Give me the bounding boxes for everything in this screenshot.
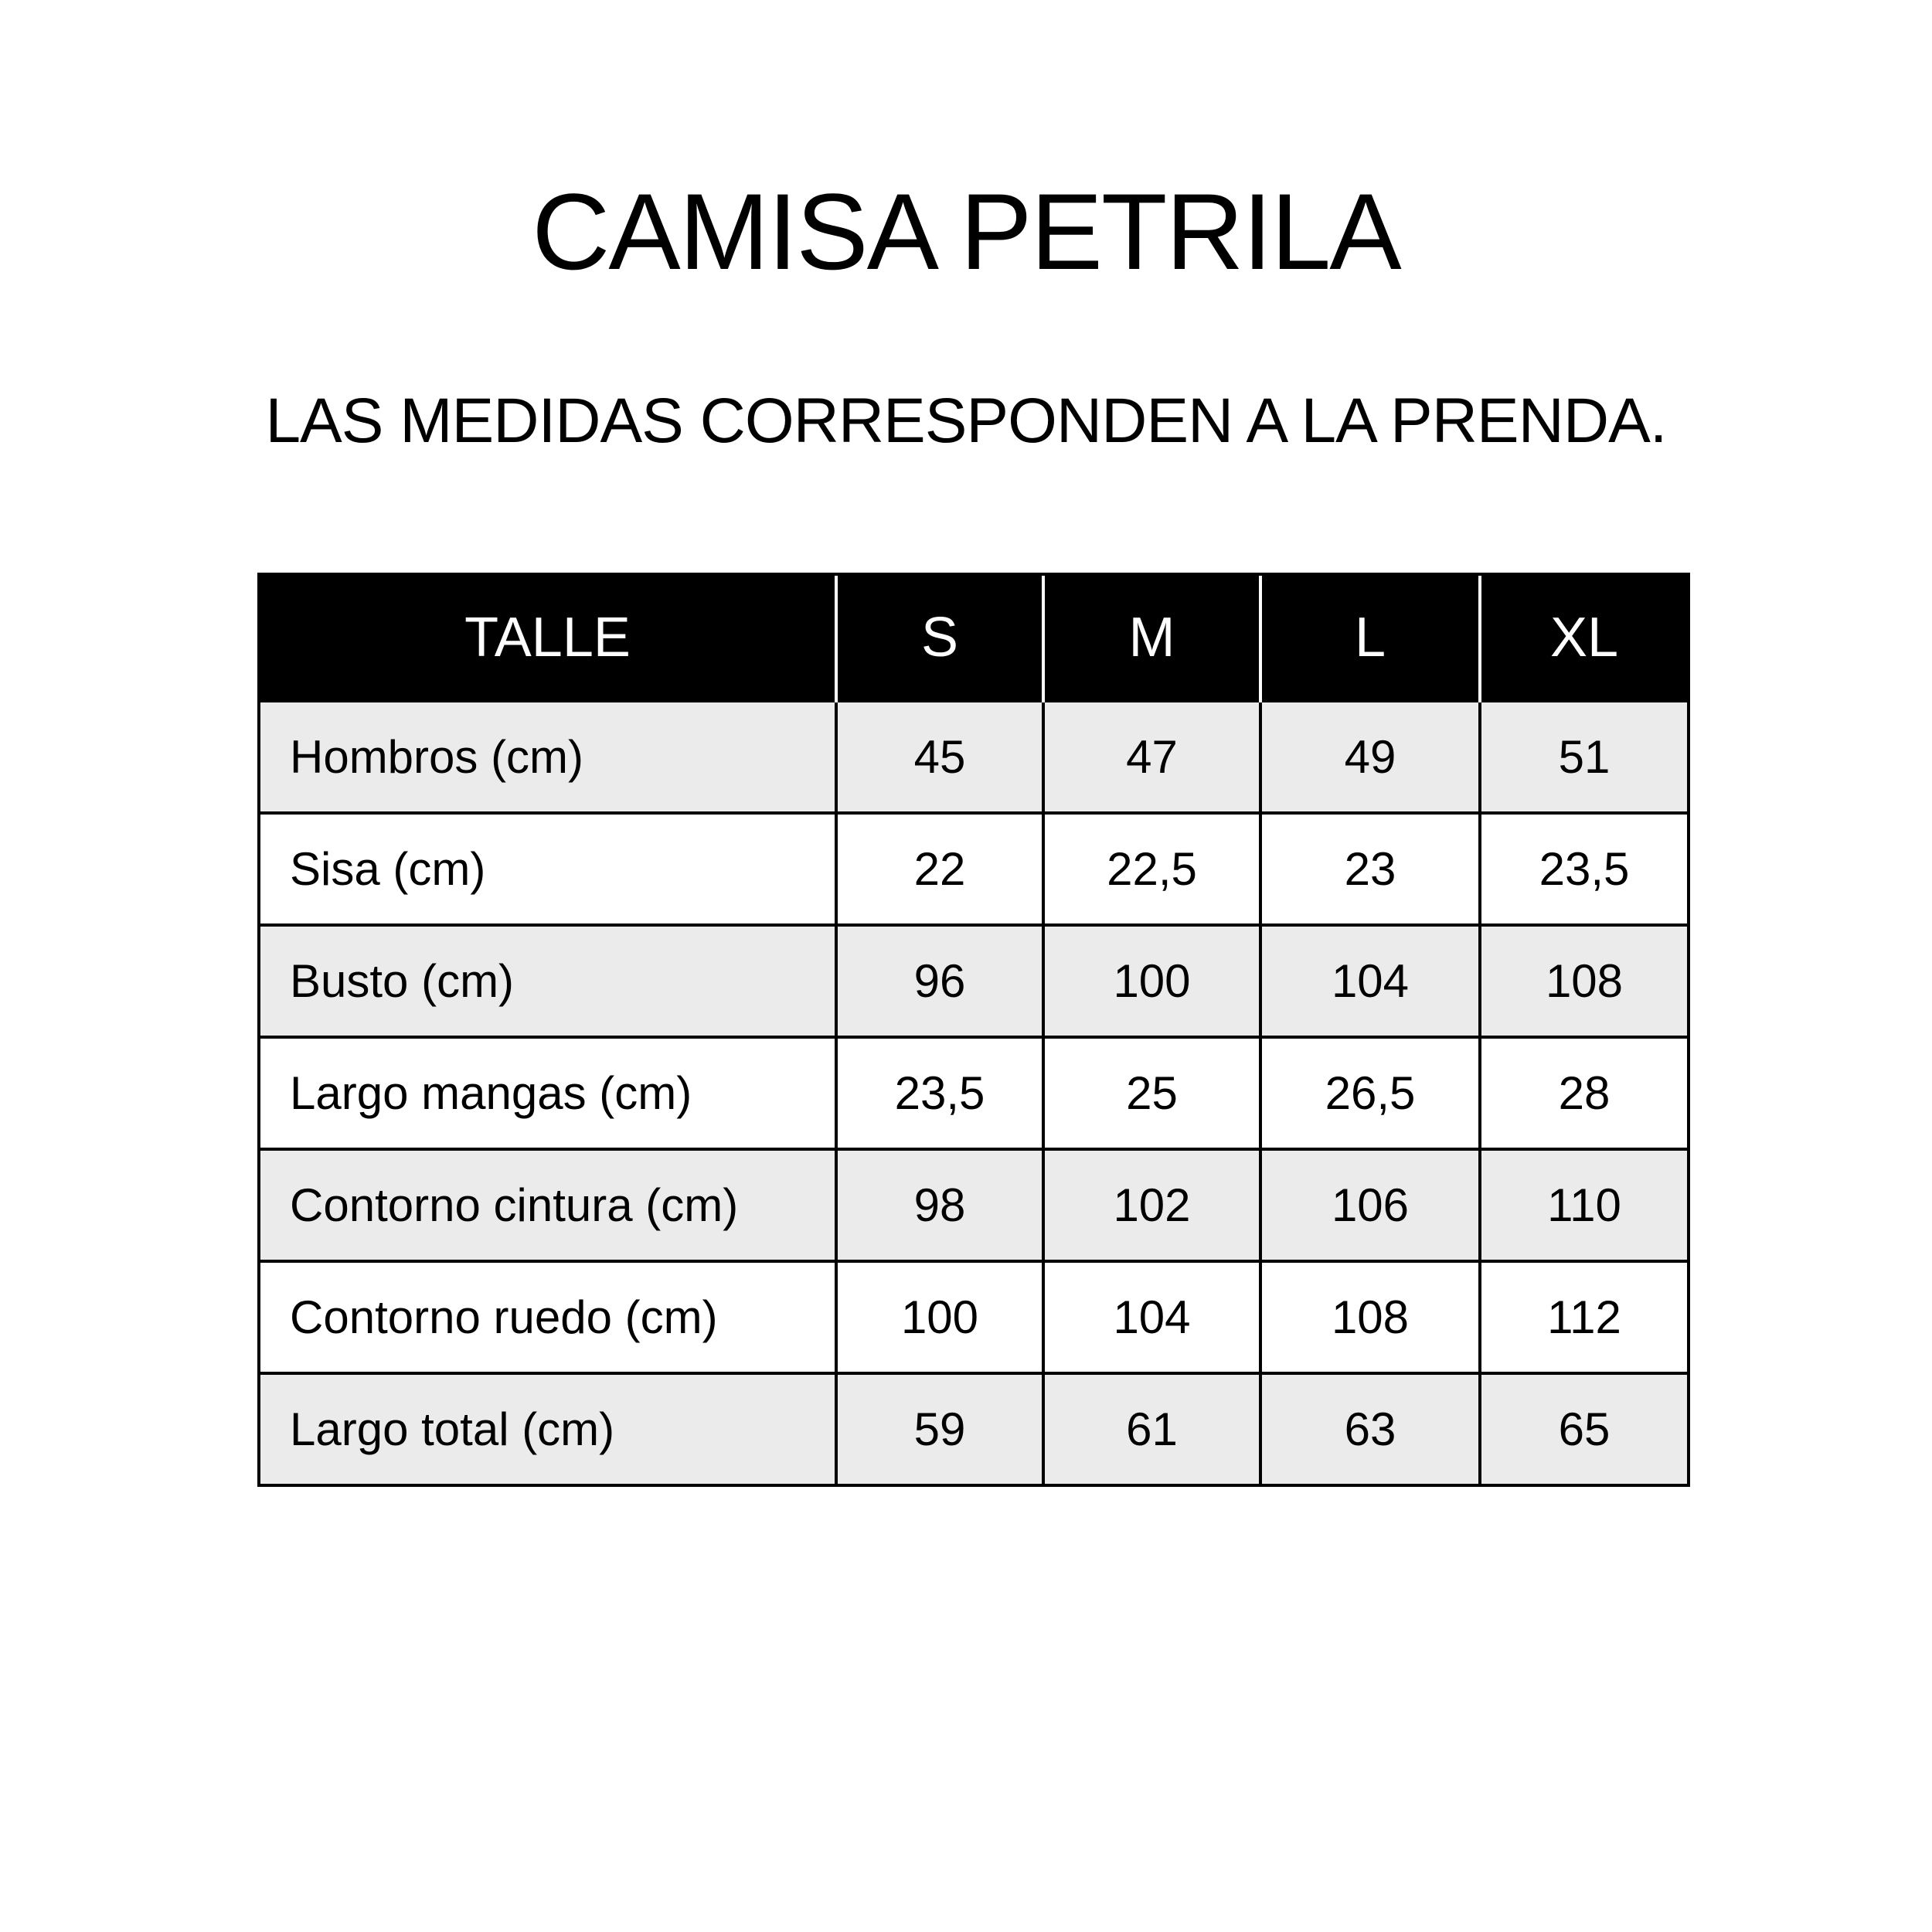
row-label: Contorno ruedo (cm) [259, 1261, 836, 1373]
table-cell: 110 [1480, 1149, 1689, 1261]
table-cell: 28 [1480, 1037, 1689, 1149]
row-label: Contorno cintura (cm) [259, 1149, 836, 1261]
row-label: Busto (cm) [259, 925, 836, 1037]
table-row [259, 813, 1689, 925]
table-cell: 96 [836, 925, 1043, 1037]
table-cell: 108 [1260, 1261, 1480, 1373]
table-cell: 61 [1043, 1373, 1260, 1485]
row-label: Hombros (cm) [259, 701, 836, 813]
header-talle: TALLE [259, 574, 836, 701]
table-cell: 23,5 [1480, 813, 1689, 925]
table-cell: 102 [1043, 1149, 1260, 1261]
table-cell: 26,5 [1260, 1037, 1480, 1149]
table-cell: 59 [836, 1373, 1043, 1485]
table-cell: 100 [836, 1261, 1043, 1373]
table-cell: 108 [1480, 925, 1689, 1037]
table-cell: 47 [1043, 701, 1260, 813]
table-row [259, 701, 1689, 813]
header-size-xl: XL [1480, 574, 1689, 701]
header-size-s: S [836, 574, 1043, 701]
row-label: Largo total (cm) [259, 1373, 836, 1485]
row-label: Sisa (cm) [259, 813, 836, 925]
table-cell: 98 [836, 1149, 1043, 1261]
table-cell: 22 [836, 813, 1043, 925]
table-cell: 23,5 [836, 1037, 1043, 1149]
table-cell: 106 [1260, 1149, 1480, 1261]
table-cell: 100 [1043, 925, 1260, 1037]
row-label: Largo mangas (cm) [259, 1037, 836, 1149]
table-cell: 25 [1043, 1037, 1260, 1149]
table-cell: 45 [836, 701, 1043, 813]
table-row [259, 925, 1689, 1037]
table-cell: 104 [1043, 1261, 1260, 1373]
table-cell: 51 [1480, 701, 1689, 813]
table-cell: 65 [1480, 1373, 1689, 1485]
size-table [257, 573, 1690, 1487]
header-size-m: M [1043, 574, 1260, 701]
table-cell: 104 [1260, 925, 1480, 1037]
table-cell: 49 [1260, 701, 1480, 813]
table-header-row [259, 574, 1689, 701]
table-cell: 23 [1260, 813, 1480, 925]
page-title: CAMISA PETRILA [532, 171, 1400, 292]
table-row [259, 1261, 1689, 1373]
table-row [259, 1373, 1689, 1485]
table-row [259, 1149, 1689, 1261]
table-cell: 112 [1480, 1261, 1689, 1373]
header-size-l: L [1260, 574, 1480, 701]
table-row [259, 1037, 1689, 1149]
table-cell: 63 [1260, 1373, 1480, 1485]
page-subtitle: LAS MEDIDAS CORRESPONDEN A LA PRENDA. [265, 386, 1667, 456]
table-cell: 22,5 [1043, 813, 1260, 925]
